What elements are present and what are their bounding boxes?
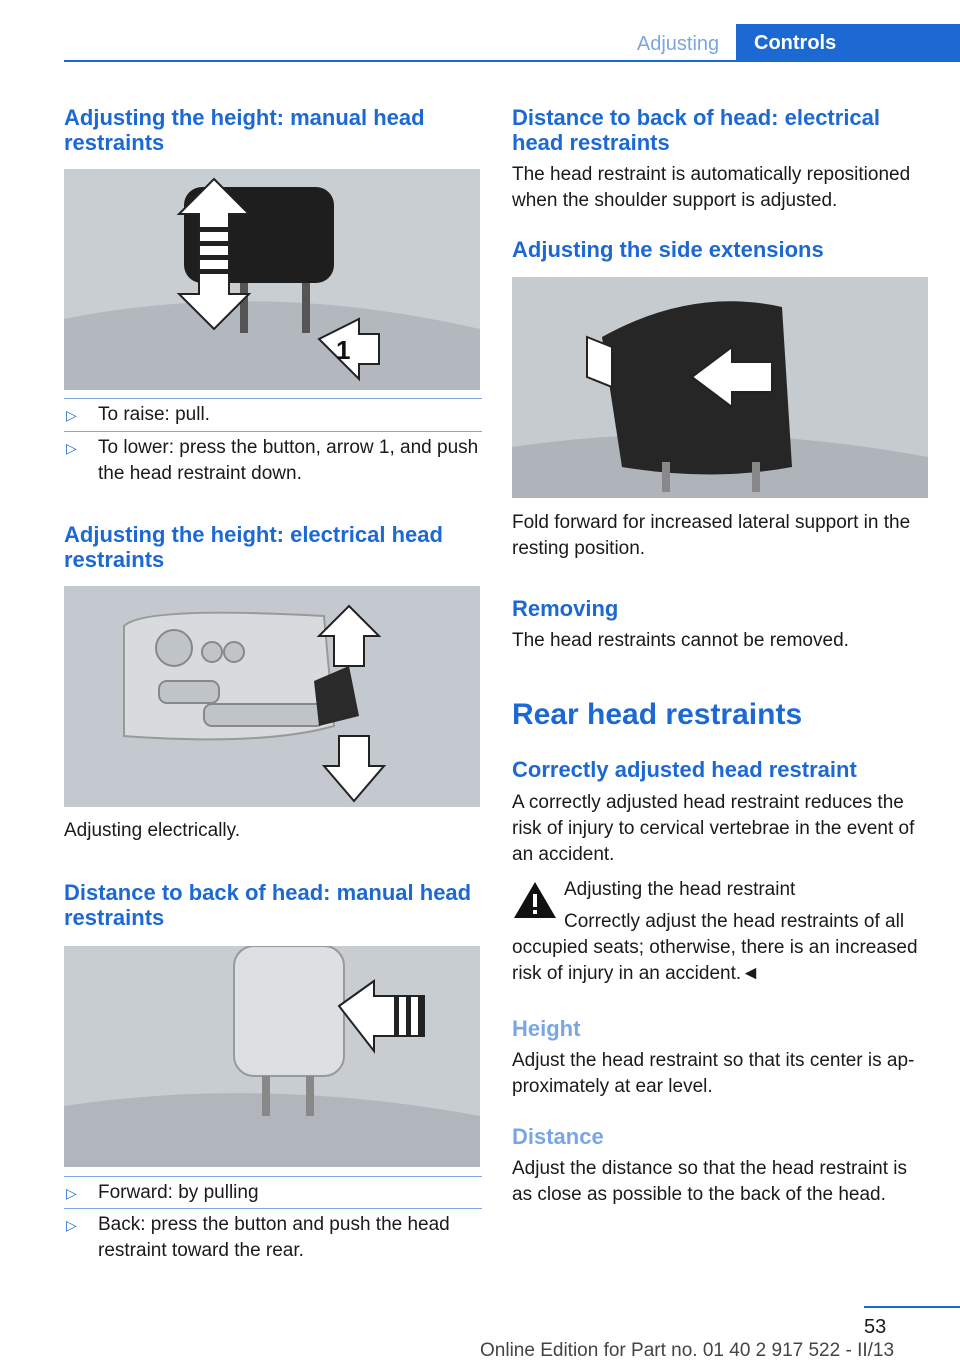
section-tab: Adjusting bbox=[636, 33, 720, 55]
list-item: ▷ Forward: by pulling bbox=[64, 1180, 482, 1206]
paragraph: Fold forward for increased lateral support in the resting position. bbox=[512, 512, 911, 559]
header-rule bbox=[64, 60, 960, 62]
list-item: ▷ Back: press the button and push the head restraint toward the rear. bbox=[66, 1214, 450, 1261]
figure-manual-distance bbox=[64, 946, 480, 1167]
heading-height: Height bbox=[512, 1016, 581, 1041]
page-number: 53 bbox=[864, 1316, 887, 1338]
heading-correctly-adjusted: Correctly adjusted head restraint bbox=[512, 757, 857, 782]
paragraph: The head restraint is automatically repositioned when the shoulder support is adjusted. bbox=[512, 164, 911, 211]
heading-rear-head-restraints: Rear head restraints bbox=[512, 698, 803, 731]
heading-distance: Distance bbox=[512, 1124, 604, 1149]
heading-side-extensions: Adjusting the side extensions bbox=[512, 237, 824, 262]
edition-note: Online Edition for Part no. 01 40 2 917 522 - II/13 bbox=[480, 1340, 895, 1361]
triangle-bullet-icon: ▷ bbox=[66, 1217, 77, 1233]
figure-label-1: 1 bbox=[336, 335, 351, 365]
chapter-tab: Controls bbox=[736, 24, 960, 62]
caption-electrical: Adjusting electrically. bbox=[64, 820, 241, 841]
paragraph: A correctly adjusted head restraint reduces the risk of injury to cervical vertebrae in the event of an accident. bbox=[512, 792, 915, 865]
footer-rule bbox=[864, 1306, 960, 1308]
figure-side-extensions bbox=[512, 277, 928, 498]
figure-manual-height bbox=[64, 169, 480, 390]
list-rule bbox=[64, 1208, 482, 1209]
heading-distance-electrical: Distance to back of head: electrical head restraints bbox=[512, 105, 881, 155]
paragraph: Adjust the distance so that the head restraint is as close as possible to the back of the head. bbox=[512, 1158, 908, 1205]
triangle-bullet-icon: ▷ bbox=[66, 1185, 77, 1201]
figure-electrical-height bbox=[64, 586, 480, 807]
warning-text: Correctly adjust the head restraints of all occupied seats; otherwise, there is an increased risk of injury in an accident.◄ bbox=[512, 911, 918, 984]
heading-removing: Removing bbox=[512, 596, 619, 621]
heading-height-manual: Adjusting the height: manual head restraints bbox=[64, 105, 425, 155]
heading-distance-manual: Distance to back of head: manual head restraints bbox=[64, 880, 472, 930]
paragraph: Adjust the head restraint so that its center is ap‐ proximately at ear level. bbox=[512, 1050, 915, 1097]
list-rule bbox=[64, 431, 482, 432]
warning-title: Adjusting the head restraint bbox=[564, 879, 796, 900]
heading-height-electrical: Adjusting the height: electrical head restraints bbox=[64, 522, 443, 572]
triangle-bullet-icon: ▷ bbox=[66, 440, 77, 456]
paragraph: The head restraints cannot be removed. bbox=[512, 630, 849, 651]
list-item: ▷ To raise: pull. bbox=[64, 402, 482, 428]
list-rule bbox=[64, 1176, 482, 1177]
list-item: ▷ To lower: press the button, arrow 1, and push the head restraint down. bbox=[66, 437, 479, 484]
triangle-bullet-icon: ▷ bbox=[66, 407, 77, 423]
list-rule bbox=[64, 398, 482, 399]
